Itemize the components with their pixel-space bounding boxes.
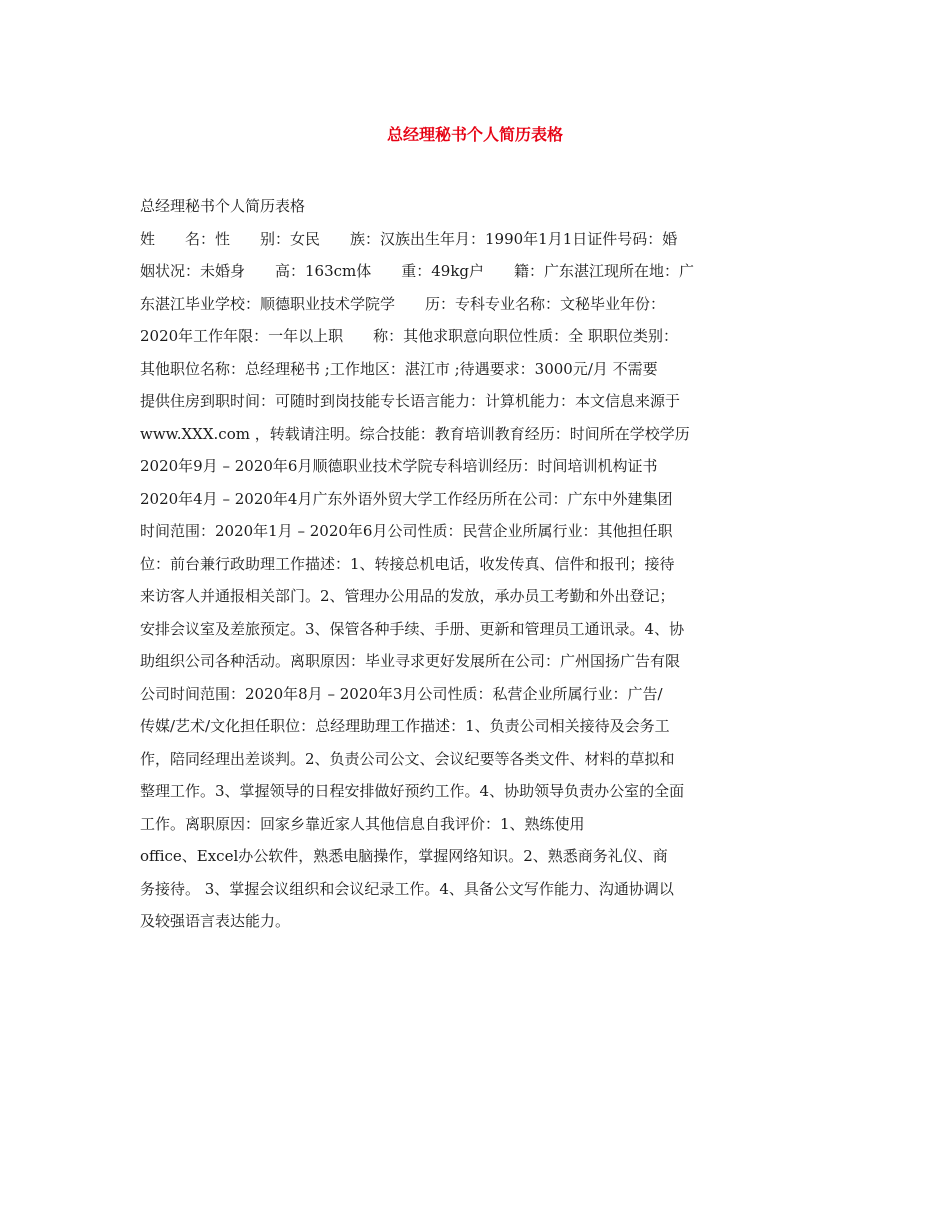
body-line: 东湛江毕业学校：顺德职业技术学院学 历：专科专业名称：文秘毕业年份： — [140, 294, 666, 313]
body-line: 总经理秘书个人简历表格 — [140, 197, 306, 215]
body-line: 助组织公司各种活动。离职原因：毕业寻求更好发展所在公司：广州国扬广告有限 — [140, 652, 681, 670]
document-body — [140, 190, 812, 938]
body-line: 2020年9月 – 2020年6月顺德职业技术学院专科培训经历：时间培训机构证书 — [140, 457, 658, 475]
body-line: 姻状况：未婚身 高：163cm体 重：49kg户 籍：广东湛江现所在地：广 — [140, 262, 695, 280]
body-line: 传媒/艺术/文化担任职位：总经理助理工作描述：1、负责公司相关接待及会务工 — [140, 717, 670, 735]
body-line: 时间范围：2020年1月 – 2020年6月公司性质：民营企业所属行业：其他担任职 — [140, 522, 673, 540]
body-line: 来访客人并通报相关部门。2、管理办公用品的发放，承办员工考勤和外出登记； — [140, 587, 675, 605]
body-line: 公司时间范围：2020年8月 – 2020年3月公司性质：私营企业所属行业：广告/ — [140, 684, 663, 703]
body-line: www.XXX.com ，转载请注明。综合技能：教育培训教育经历：时间所在学校学历 — [140, 424, 690, 443]
body-line: 务接待。 3、掌握会议组织和会议纪录工作。4、具备公文写作能力、沟通协调以 — [140, 879, 674, 898]
body-line: 提供住房到职时间：可随时到岗技能专长语言能力：计算机能力：本文信息来源于 — [140, 392, 681, 410]
body-line: 姓 名：性 别：女民 族：汉族出生年月：1990年1月1日证件号码：婚 — [140, 229, 678, 248]
body-line: 安排会议室及差旅预定。3、保管各种手续、手册、更新和管理员工通讯录。4、协 — [140, 619, 685, 638]
body-line: 整理工作。3、掌握领导的日程安排做好预约工作。4、协助领导负责办公室的全面 — [140, 782, 685, 800]
body-line: 及较强语言表达能力。 — [140, 912, 291, 930]
body-line: 作，陪同经理出差谈判。2、负责公司公文、会议纪要等各类文件、材料的草拟和 — [140, 749, 675, 768]
body-line: 2020年4月 – 2020年4月广东外语外贸大学工作经历所在公司：广东中外建集团 — [140, 489, 673, 508]
body-line: 其他职位名称：总经理秘书 ;工作地区：湛江市 ;待遇要求：3000元/月 不需要 — [140, 359, 658, 378]
document-title: 总经理秘书个人简历表格 — [386, 125, 563, 144]
body-line: 2020年工作年限：一年以上职 称：其他求职意向职位性质：全 职职位类别： — [140, 327, 678, 345]
body-line: 工作。离职原因：回家乡靠近家人其他信息自我评价：1、熟练使用 — [140, 814, 585, 833]
body-line: office、Excel办公软件，熟悉电脑操作，掌握网络知识。2、熟悉商务礼仪、商 — [140, 847, 668, 865]
body-line: 位：前台兼行政助理工作描述：1、转接总机电话，收发传真、信件和报刊；接待 — [140, 554, 675, 573]
